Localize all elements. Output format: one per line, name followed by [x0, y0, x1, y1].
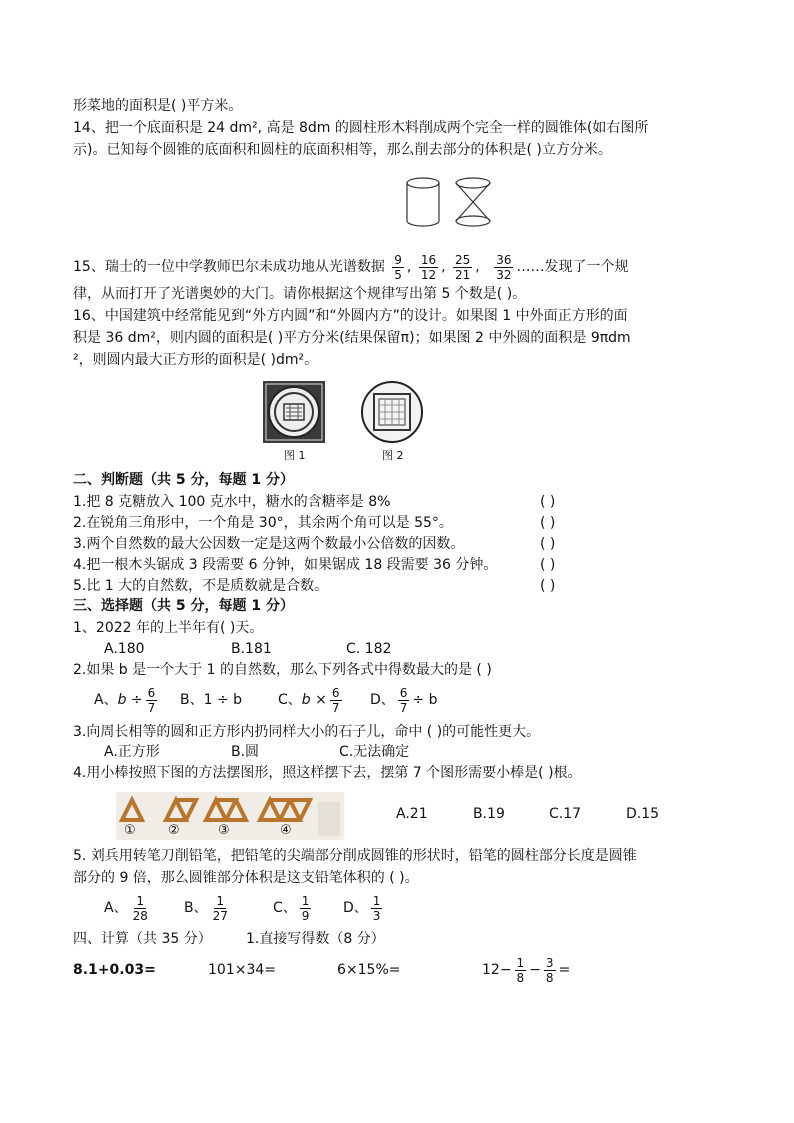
choice-q3-option-c[interactable]: C.无法确定: [339, 744, 410, 760]
stick-label-4: ④: [280, 823, 292, 838]
q14-line2: 示)。已知每个圆锥的底面积和圆柱的底面积相等，那么削去部分的体积是( )立方分米。: [73, 142, 612, 158]
calc-item-4: 12− $\frac{1}{8}$ − $\frac{3}{8}$ =: [482, 955, 571, 985]
q16-line1: 16、中国建筑中经常能见到“外方内圆”和“外圆内方”的设计。如果图 1 中外面正方形的面: [73, 308, 628, 324]
stick-label-3: ③: [218, 823, 230, 838]
judge-item-1: 1.把 8 克糖放入 100 克水中，糖水的含糖率是 8%: [73, 494, 391, 510]
choice-q4-option-c[interactable]: C.17: [549, 806, 582, 822]
calc-item-3: 6×15%=: [337, 962, 401, 978]
section4-title: 四、计算（共 35 分）: [73, 931, 212, 947]
section3-title: 三、选择题（共 5 分，每题 1 分）: [73, 598, 294, 614]
stick-label-1: ①: [124, 823, 136, 838]
section4-sub: 1.直接写得数（8 分）: [246, 931, 385, 947]
choice-q5-line2: 部分的 9 倍，那么圆锥部分体积是这支铅笔体积的 ( )。: [73, 870, 419, 886]
judge-paren-5[interactable]: ( ): [540, 578, 556, 594]
q15-frac-4: $\frac{36}{32}$: [496, 252, 512, 282]
figure-2-circle-square: [360, 380, 424, 444]
choice-q4-option-b[interactable]: B.19: [473, 806, 505, 822]
judge-item-3: 3.两个自然数的最大公因数一定是这两个数最小公倍数的因数。: [73, 536, 465, 552]
cylinder-top: [407, 178, 439, 188]
q15-frac-1: $\frac{9}{5}$: [394, 252, 402, 282]
section2-title: 二、判断题（共 5 分，每题 1 分）: [73, 472, 294, 488]
choice-q2-option-b[interactable]: B、1 ÷ b: [180, 692, 243, 708]
choice-q2-stem: 2.如果 b 是一个大于 1 的自然数，那么下列各式中得数最大的是 ( ): [73, 662, 492, 678]
choice-q2-option-d[interactable]: D、 $\frac{6}{7}$ ÷ b: [370, 685, 438, 715]
cylinder-cone-figure: [400, 174, 510, 230]
cone-top-base: [456, 178, 490, 188]
choice-q3-option-a[interactable]: A.正方形: [104, 744, 160, 760]
stick-triangle-figure: [116, 792, 344, 840]
figure-2-label: 图 2: [382, 449, 404, 462]
calc-item-2: 101×34=: [208, 962, 276, 978]
judge-paren-3[interactable]: ( ): [540, 536, 556, 552]
choice-q4-option-a[interactable]: A.21: [396, 806, 428, 822]
q15-frac-2: $\frac{16}{12}$: [420, 252, 437, 282]
choice-q3-option-b[interactable]: B.圆: [231, 744, 260, 760]
choice-q2-option-a[interactable]: A、b ÷ $\frac{6}{7}$: [94, 685, 156, 715]
judge-item-4: 4.把一根木头锯成 3 段需要 6 分钟，如果锯成 18 段需要 36 分钟。: [73, 557, 498, 573]
calc-item-1: 8.1+0.03=: [73, 962, 156, 978]
q16-line3: ²，则圆内最大正方形的面积是( )dm²。: [73, 352, 319, 368]
choice-q2-option-c[interactable]: C、b × $\frac{6}{7}$: [278, 685, 340, 715]
choice-q1-option-b[interactable]: B.181: [231, 641, 272, 657]
choice-q4-stem: 4.用小棒按照下图的方法摆图形，照这样摆下去，摆第 7 个图形需要小棒是( )根。: [73, 765, 582, 781]
cylinder-bottom: [407, 221, 439, 226]
choice-q1-option-c[interactable]: C. 182: [346, 641, 392, 657]
choice-q5-option-d[interactable]: D、 $\frac{1}{3}$: [343, 893, 381, 923]
judge-item-5: 5.比 1 大的自然数，不是质数就是合数。: [73, 578, 329, 594]
choice-q4-option-d[interactable]: D.15: [626, 806, 660, 822]
q15-suffix: ……发现了一个规: [516, 259, 629, 275]
q14-line1: 14、把一个底面积是 24 dm², 高是 8dm 的圆柱形木料削成两个完全一样的圆锥体(如右图所: [73, 120, 649, 136]
choice-q1-option-a[interactable]: A.180: [104, 641, 145, 657]
figure-1-label: 图 1: [284, 449, 306, 462]
choice-q3-stem: 3.向周长相等的圆和正方形内扔同样大小的石子儿，命中 ( )的可能性更大。: [73, 724, 541, 740]
choice-q5-option-b[interactable]: B、 $\frac{1}{27}$: [184, 893, 228, 923]
q15-line1: 15、瑞士的一位中学教师巴尔未成功地从光谱数据 $\frac{9}{5}$ , $\frac{16}{12}$ , $\frac{25}{21}$ , $\frac{36}{32}$ ……发现了一个规: [73, 252, 629, 282]
choice-q1-stem: 1、2022 年的上半年有( )天。: [73, 620, 264, 636]
cone-bottom-base: [456, 216, 490, 226]
judge-paren-2[interactable]: ( ): [540, 515, 556, 531]
judge-item-2: 2.在锐角三角形中，一个角是 30°，其余两个角可以是 55°。: [73, 515, 453, 531]
judge-paren-1[interactable]: ( ): [540, 494, 556, 510]
figure-1-square-circle: [262, 380, 326, 444]
q15-frac-3: $\frac{25}{21}$: [455, 252, 471, 282]
judge-paren-4[interactable]: ( ): [540, 557, 556, 573]
q16-line2: 积是 36 dm²，则内圆的面积是( )平方分米(结果保留π)；如果图 2 中外圆的面积是 9πdm: [73, 330, 631, 346]
stick-label-2: ②: [168, 823, 180, 838]
choice-q5-option-a[interactable]: A、 $\frac{1}{28}$: [104, 893, 148, 923]
q15-line2: 律，从而打开了光谱奥妙的大门。请你根据这个规律写出第 5 个数是( )。: [73, 286, 527, 302]
choice-q5-option-c[interactable]: C、 $\frac{1}{9}$: [273, 893, 310, 923]
choice-q5-line1: 5. 刘兵用转笔刀削铅笔，把铅笔的尖端部分削成圆锥的形状时，铅笔的圆柱部分长度是圆锥: [73, 848, 637, 864]
q13-tail: 形菜地的面积是( )平方米。: [73, 98, 243, 114]
q15-prefix: 15、瑞士的一位中学教师巴尔未成功地从光谱数据: [73, 259, 385, 275]
